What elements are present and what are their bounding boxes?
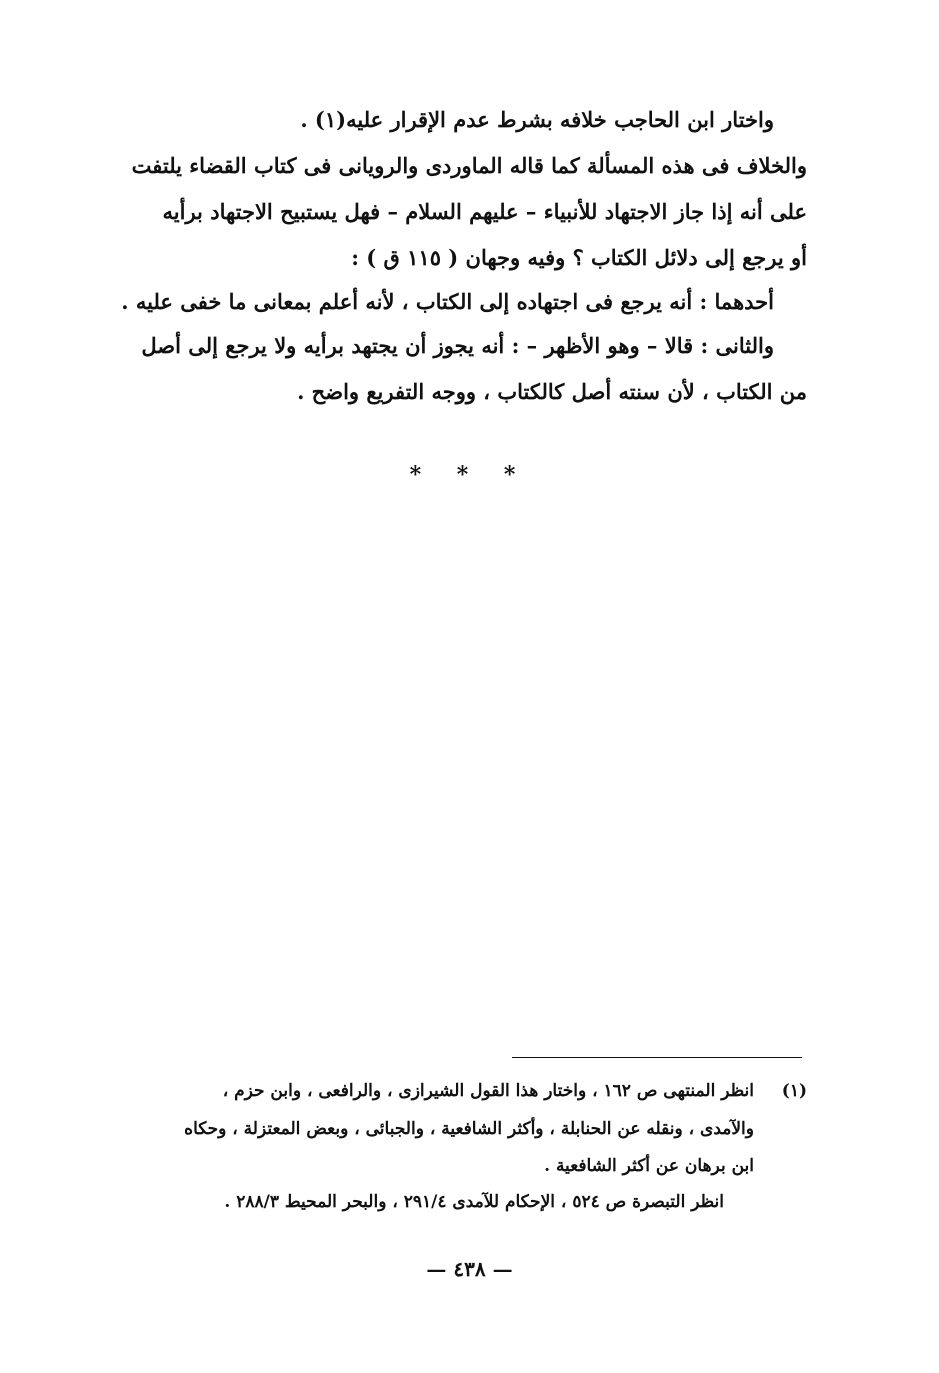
footnote-line-2: والآمدى ، ونقله عن الحنابلة ، وأكثر الشافعية ، والجبائى ، وبعض المعتزلة ، وحكاه xyxy=(184,1119,754,1139)
body-line-3: على أنه إذا جاز الاجتهاد للأنبياء – عليهم السلام – فهل يستبيح الاجتهاد برأيه xyxy=(162,199,807,224)
page-number: — ٤٣٨ — xyxy=(426,1257,513,1281)
section-separator: * * * xyxy=(409,462,530,488)
footnote-number: (١) xyxy=(781,1081,807,1101)
body-line-4: أو يرجع إلى دلائل الكتاب ؟ وفيه وجهان ( ١١٥ ق ) : xyxy=(351,245,807,270)
footnote-divider xyxy=(512,1057,802,1058)
body-line-6: والثانى : قالا – وهو الأظهر – : أنه يجوز أن يجتهد برأيه ولا يرجع إلى أصل xyxy=(141,333,774,358)
footnote-line-3: ابن برهان عن أكثر الشافعية . xyxy=(544,1156,754,1176)
body-line-5: أحدهما : أنه يرجع فى اجتهاده إلى الكتاب ، لأنه أعلم بمعانى ما خفى عليه . xyxy=(121,289,774,314)
footnote-line-1: انظر المنتهى ص ١٦٢ ، واختار هذا القول الشيرازى ، والرافعى ، وابن حزم ، xyxy=(222,1081,754,1101)
footnote-line-4: انظر التبصرة ص ٥٢٤ ، الإحكام للآمدى ٢٩١/٤ ، والبحر المحيط ٢٨٨/٣ . xyxy=(224,1192,724,1212)
body-line-2: والخلاف فى هذه المسألة كما قاله الماوردى والرويانى فى كتاب القضاء يلتفت xyxy=(131,153,807,178)
body-line-7: من الكتاب ، لأن سنته أصل كالكتاب ، ووجه التفريع واضح . xyxy=(297,379,807,404)
body-line-1: واختار ابن الحاجب خلافه بشرط عدم الإقرار عليه(١) . xyxy=(300,107,774,132)
